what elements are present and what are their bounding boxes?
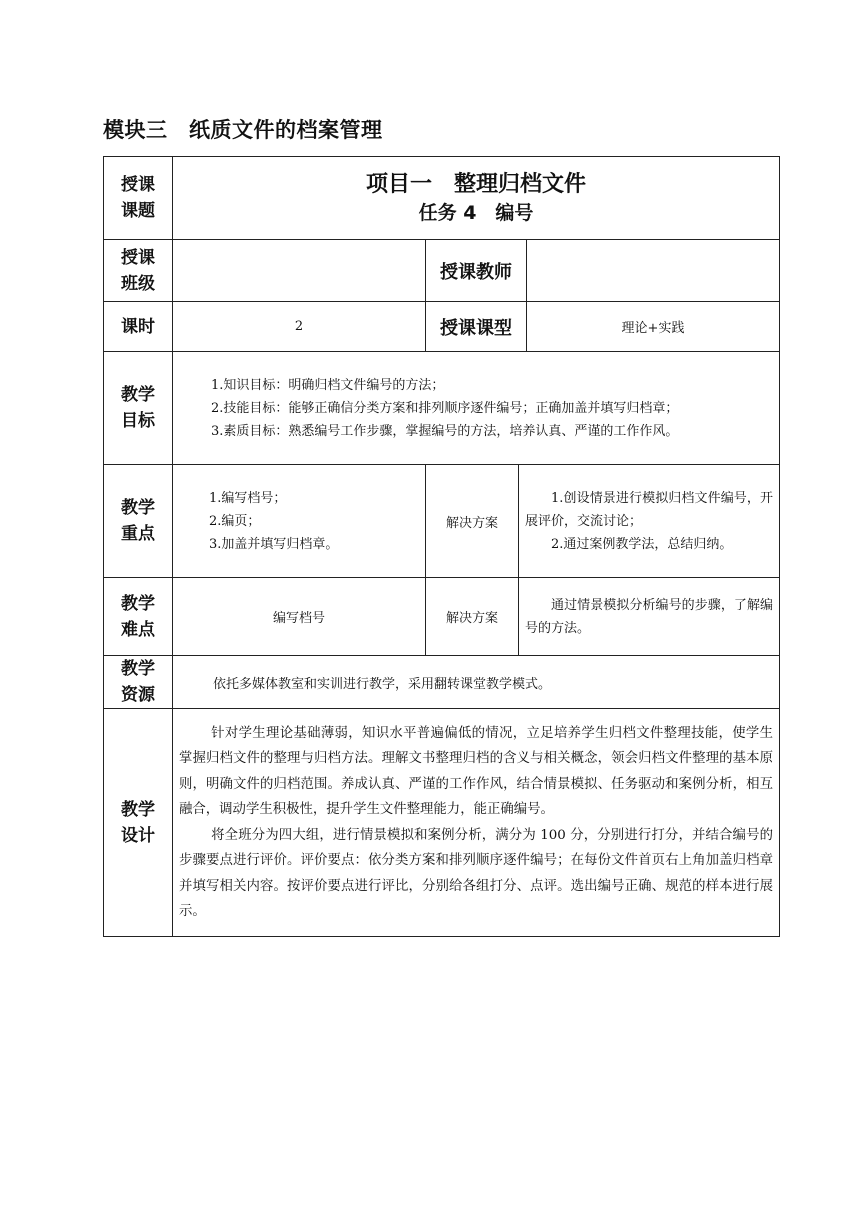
class-value xyxy=(173,240,426,302)
row-design xyxy=(104,709,780,937)
design-text xyxy=(173,709,780,937)
row-key-points xyxy=(104,465,780,578)
label-objectives: 教学 目标 xyxy=(104,352,173,465)
task-title: 任务 4 编号 xyxy=(418,202,534,224)
key-solution-item: 1.创设情景进行模拟归档文件编号，开展评价，交流讨论； xyxy=(525,490,774,529)
label-class: 授课 班级 xyxy=(104,240,173,302)
label-key-solution: 解决方案 xyxy=(426,465,519,578)
label-key-points: 教学 重点 xyxy=(104,465,173,578)
row-resources xyxy=(104,656,780,709)
label-design: 教学 设计 xyxy=(104,709,173,937)
label-lesson-type: 授课课型 xyxy=(426,302,527,352)
objective-item: 3.素质目标：熟悉编号工作步骤，掌握编号的方法，培养认真、严谨的工作作风。 xyxy=(211,423,679,439)
objectives-list xyxy=(173,352,780,465)
key-point-item: 3.加盖并填写归档章。 xyxy=(209,536,339,552)
hours-value: 2 xyxy=(173,302,426,352)
lesson-type-value: 理论+实践 xyxy=(527,302,780,352)
design-paragraph: 将全班分为四大组，进行情景模拟和案例分析，满分为 100 分，分别进行打分，并结合编号的步骤要点进行评价。评价要点：依分类方案和排列顺序逐件编号；在每份文件首页右上角加盖归档章并填写相关内容。按评价要点进行评比，分别给各组打分、点评。选出编号正确、规范的样本进行展示。 xyxy=(179,827,774,919)
difficulty-solution: 通过情景模拟分析编号的步骤，了解编号的方法。 xyxy=(519,578,780,656)
label-difficulties: 教学 难点 xyxy=(104,578,173,656)
label-hours: 课时 xyxy=(104,302,173,352)
row-hours xyxy=(104,302,780,352)
difficulty-value: 编写档号 xyxy=(173,578,426,656)
key-points-list xyxy=(173,465,426,578)
label-difficulty-solution: 解决方案 xyxy=(426,578,519,656)
label-resources: 教学 资源 xyxy=(104,656,173,709)
topic-cell xyxy=(173,157,780,240)
label-teacher: 授课教师 xyxy=(426,240,527,302)
lesson-plan-table xyxy=(103,156,780,937)
row-difficulties xyxy=(104,578,780,656)
objective-item: 1.知识目标：明确归档文件编号的方法； xyxy=(211,377,445,393)
key-solution xyxy=(519,465,780,578)
key-solution-item: 2.通过案例教学法，总结归纳。 xyxy=(551,536,733,552)
project-title: 项目一 整理归档文件 xyxy=(366,172,587,197)
row-objectives xyxy=(104,352,780,465)
key-point-item: 2.编页； xyxy=(209,513,261,529)
label-topic: 授课 课题 xyxy=(104,157,173,240)
teacher-value xyxy=(527,240,780,302)
module-title: 模块三 纸质文件的档案管理 xyxy=(103,118,383,142)
design-paragraph: 针对学生理论基础薄弱，知识水平普遍偏低的情况，立足培养学生归档文件整理技能，使学生掌握归档文件的整理与归档方法。理解文书整理归档的含义与相关概念，领会归档文件整理的基本原则，明确文件的归档范围。养成认真、严谨的工作作风，结合情景模拟、任务驱动和案例分析，相互融合，调动学生积极性，提升学生文件整理能力，能正确编号。 xyxy=(179,725,774,817)
resources-value: 依托多媒体教室和实训进行教学，采用翻转课堂教学模式。 xyxy=(173,656,780,709)
row-class xyxy=(104,240,780,302)
objective-item: 2.技能目标：能够正确信分类方案和排列顺序逐件编号；正确加盖并填写归档章； xyxy=(211,400,679,416)
row-topic xyxy=(104,157,780,240)
key-point-item: 1.编写档号； xyxy=(209,490,287,506)
